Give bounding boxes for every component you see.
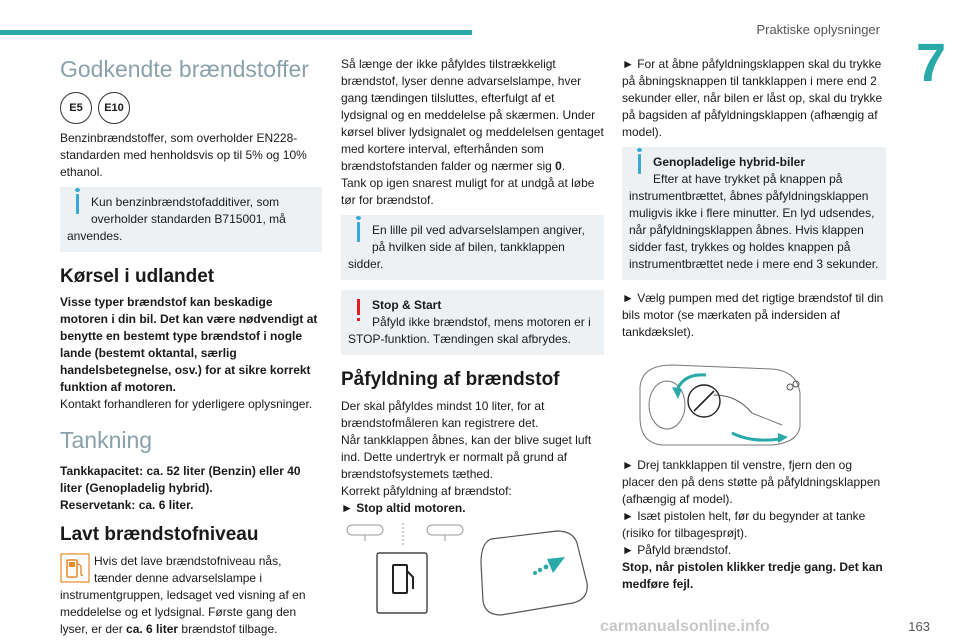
refuel-heading: Påfyldning af brændstof bbox=[341, 369, 560, 390]
e5-badge-icon: E5 bbox=[60, 92, 92, 124]
fuel-badges bbox=[60, 92, 322, 124]
refuel-min-text: Der skal påfyldes mindst 10 liter, for at brændstofmåleren kan registrere det. bbox=[341, 398, 545, 430]
final-warning: Stop, når pistolen klikker tredje gang. Det kan medføre fejl. bbox=[622, 560, 883, 591]
warning-icon bbox=[348, 297, 368, 321]
hybrid-note bbox=[622, 147, 886, 280]
refuel-step-stop: ► Stop altid motoren. bbox=[341, 500, 466, 515]
fuels-heading: Godkendte brændstoffer bbox=[60, 56, 309, 82]
header-accent-bar bbox=[0, 30, 472, 35]
additive-note bbox=[60, 187, 322, 252]
tank-heading: Tankning bbox=[60, 427, 153, 454]
stop-start-text: Påfyld ikke brændstof, mens motoren er i STOP-funktion. Tændingen skal afbrydes. bbox=[348, 315, 591, 346]
arrow-note bbox=[341, 215, 604, 280]
low-fuel-warning-icon bbox=[60, 553, 90, 583]
reserve-tank: Reservetank: ca. 6 liter. bbox=[60, 497, 194, 512]
info-icon bbox=[629, 154, 649, 178]
hybrid-text: Efter at have trykket på knappen på instrumentbrættet, åbnes påfyldningsklappen muligvis ikke i flere minutter. En lyd udsendes, når påfyldningsklappen åbnes. Hvis klappen sidder fast, trykkes og holdes knappen på instrumentbrættet nede i mere end 3 sekunder. bbox=[629, 172, 879, 271]
low-fuel-text: Hvis det lave brændstofniveau nås, tænder denne advarselslampe i instrumentgruppen, ledsaget ved visning af en meddelelse og et lydsignal. Første gang den lyser, er der ca. 6 liter brændstof tilbage. bbox=[60, 553, 306, 636]
refill-soon-text: Tank op igen snarest muligt for at undgå at løbe tør for brændstof. bbox=[341, 176, 595, 207]
info-icon bbox=[67, 194, 87, 218]
additive-note-text: Kun benzinbrændstofadditiver, som overholder standarden B715001, må anvendes. bbox=[67, 194, 286, 243]
pump-text: ► Vælg pumpen med det rigtige brændstof til din bils motor (se mærkaten på indersiden af tankdækslet). bbox=[622, 291, 884, 339]
abroad-text: Kontakt forhandleren for yderligere oplysninger. bbox=[60, 397, 313, 412]
hybrid-title: Genopladelige hybrid-biler bbox=[653, 155, 806, 169]
fuel-cap-illustration bbox=[622, 347, 886, 457]
column-2 bbox=[341, 56, 604, 623]
refuel-correct-text: Korrekt påfyldning af brændstof: bbox=[341, 483, 512, 498]
column-3 bbox=[622, 56, 886, 599]
stop-start-note bbox=[341, 290, 604, 355]
abroad-bold-text: Visse typer brændstof kan beskadige motoren i din bil. Det kan være nødvendigt at benytte en bestemt type brændstof i nogle lande (bestemt oktantal, særlig handelsbetegnelse, osv.) for at sikre korrekt funktion af motoren. bbox=[60, 295, 318, 395]
watermark: carmanualsonline.info bbox=[600, 618, 770, 635]
abroad-heading: Kørsel i udlandet bbox=[60, 265, 215, 287]
warning-light-text: Så længe der ikke påfyldes tilstrækkeligt brændstof, lyser denne advarselslampe, hver gang tændingen tilsluttes, efterfulgt af et lydsignal og en meddelelse på skærmen. Under kørsel bliver lydsignalet og meddelelsen gentaget med kortere interval, efterhånden som brændstofstanden falder og nærmer sig 0. bbox=[341, 57, 604, 173]
refuel-vacuum-text: Når tankklappen åbnes, kan der blive suget luft ind. Dette undertryk er normalt på grund af brændstofsystemets tæthed. bbox=[341, 432, 592, 481]
info-icon bbox=[348, 222, 368, 246]
step-turn-cap: ► Drej tankklappen til venstre, fjern den og placer den på dens støtte på påfyldningsklappen (afhængig af model). bbox=[622, 458, 881, 506]
e10-badge-icon: E10 bbox=[98, 92, 130, 124]
page-number: 163 bbox=[908, 619, 930, 634]
column-1 bbox=[60, 56, 322, 644]
step-insert-nozzle: ► Isæt pistolen helt, før du begynder at tanke (risiko for tilbagesprøjt). bbox=[622, 509, 866, 540]
section-title: Praktiske oplysninger bbox=[756, 22, 880, 37]
arrow-note-text: En lille pil ved advarselslampen angiver, på hvilken side af bilen, tankklappen sidder. bbox=[348, 223, 585, 271]
stop-start-title: Stop & Start bbox=[372, 298, 442, 312]
fuels-text: Benzinbrændstoffer, som overholder EN228-standarden med henholdsvis op til 5% og 10% ethanol. bbox=[60, 130, 307, 179]
low-fuel-heading: Lavt brændstofniveau bbox=[60, 523, 259, 545]
dashboard-fuel-illustration bbox=[341, 523, 604, 623]
step-fill: ► Påfyld brændstof. bbox=[622, 543, 732, 557]
open-flap-text: ► For at åbne påfyldningsklappen skal du trykke på åbningsknappen til tankklappen i mere end 2 sekunder eller, når bilen er låst op, skal du trykke på bagsiden af påfyldningsklappen (afhængig af model). bbox=[622, 57, 883, 139]
chapter-number: 7 bbox=[915, 33, 946, 93]
tank-capacity: Tankkapacitet: ca. 52 liter (Benzin) eller 40 liter (Genopladelig hybrid). bbox=[60, 463, 301, 495]
